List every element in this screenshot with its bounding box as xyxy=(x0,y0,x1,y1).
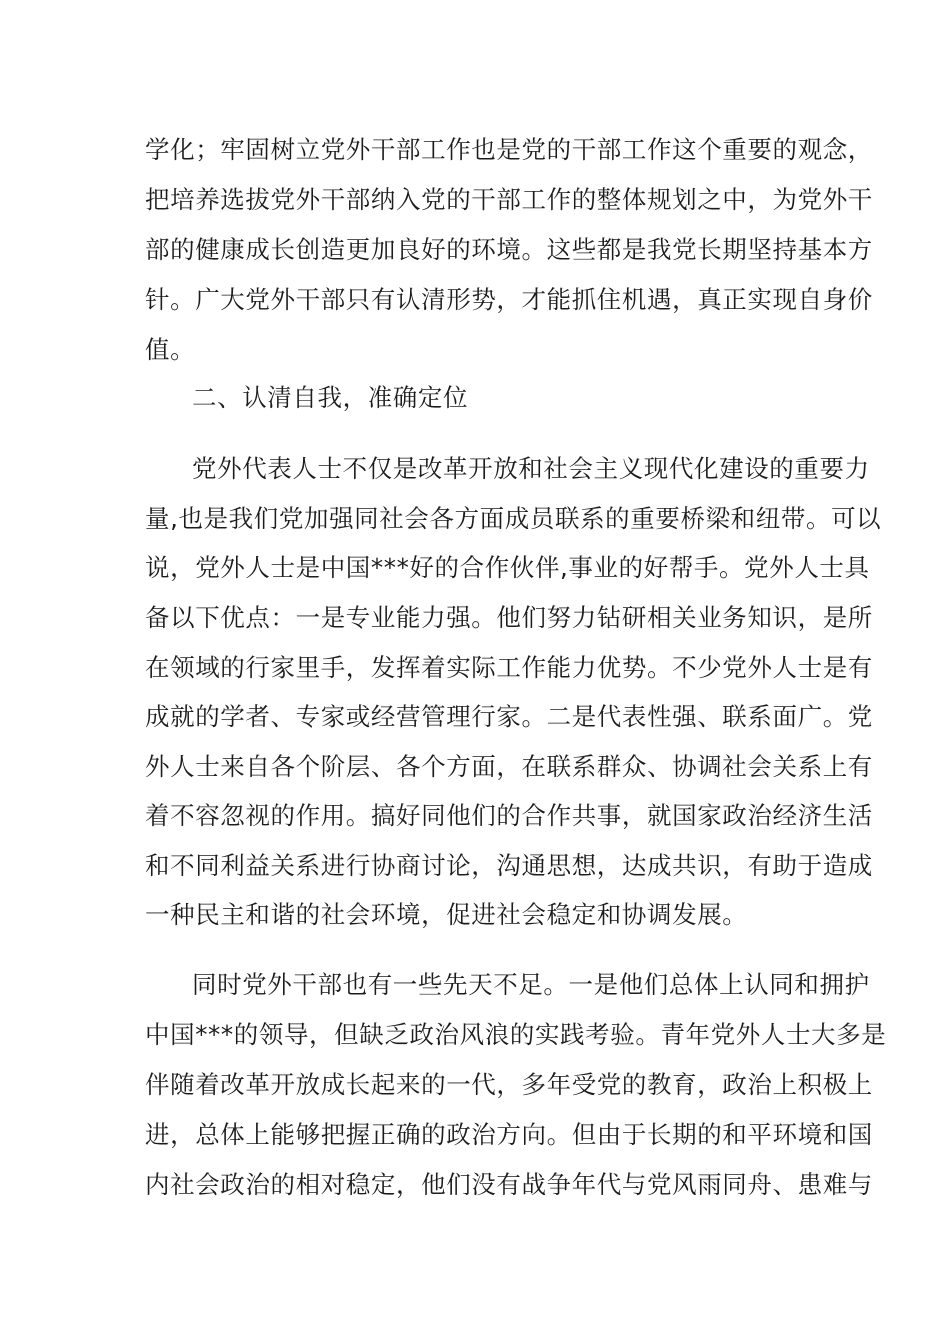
text-line: 学化；牢固树立党外干部工作也是党的干部工作这个重要的观念， xyxy=(145,135,873,164)
text-line: 外人士来自各个阶层、各个方面，在联系群众、协调社会关系上有 xyxy=(145,752,873,781)
text-line: 伴随着改革开放成长起来的一代，多年受党的教育，政治上积极上 xyxy=(145,1070,873,1099)
text-line: 中国***的领导，但缺乏政治风浪的实践考验。青年党外人士大多是 xyxy=(145,1020,887,1049)
text-line: 成就的学者、专家或经营管理行家。二是代表性强、联系面广。党 xyxy=(145,702,873,731)
text-line: 和不同利益关系进行协商讨论，沟通思想，达成共识，有助于造成 xyxy=(145,851,873,880)
text-line: 把培养选拔党外干部纳入党的干部工作的整体规划之中，为党外干 xyxy=(145,185,873,214)
text-line: 一种民主和谐的社会环境，促进社会稳定和协调发展。 xyxy=(145,900,748,929)
paragraph-first-line: 同时党外干部也有一些先天不足。一是他们总体上认同和拥护 xyxy=(192,970,870,999)
text-line: 量,也是我们党加强同社会各方面成员联系的重要桥梁和纽带。可以 xyxy=(145,504,882,533)
text-line: 说，党外人士是中国***好的合作伙伴,事业的好帮手。党外人士具 xyxy=(145,553,870,582)
text-line: 在领域的行家里手，发挥着实际工作能力优势。不少党外人士是有 xyxy=(145,653,873,682)
text-line: 针。广大党外干部只有认清形势，才能抓住机遇，真正实现自身价 xyxy=(145,285,873,314)
text-line: 内社会政治的相对稳定，他们没有战争年代与党风雨同舟、患难与 xyxy=(145,1170,873,1199)
text-line: 值。 xyxy=(145,335,196,364)
text-line: 着不容忽视的作用。搞好同他们的合作共事，就国家政治经济生活 xyxy=(145,801,873,830)
text-line: 部的健康成长创造更加良好的环境。这些都是我党长期坚持基本方 xyxy=(145,235,873,264)
paragraph-first-line: 党外代表人士不仅是改革开放和社会主义现代化建设的重要力 xyxy=(192,454,870,483)
text-line: 备以下优点：一是专业能力强。他们努力钻研相关业务知识，是所 xyxy=(145,603,873,632)
text-line: 进，总体上能够把握正确的政治方向。但由于长期的和平环境和国 xyxy=(145,1120,873,1149)
section-heading: 二、认清自我，准确定位 xyxy=(192,383,469,412)
